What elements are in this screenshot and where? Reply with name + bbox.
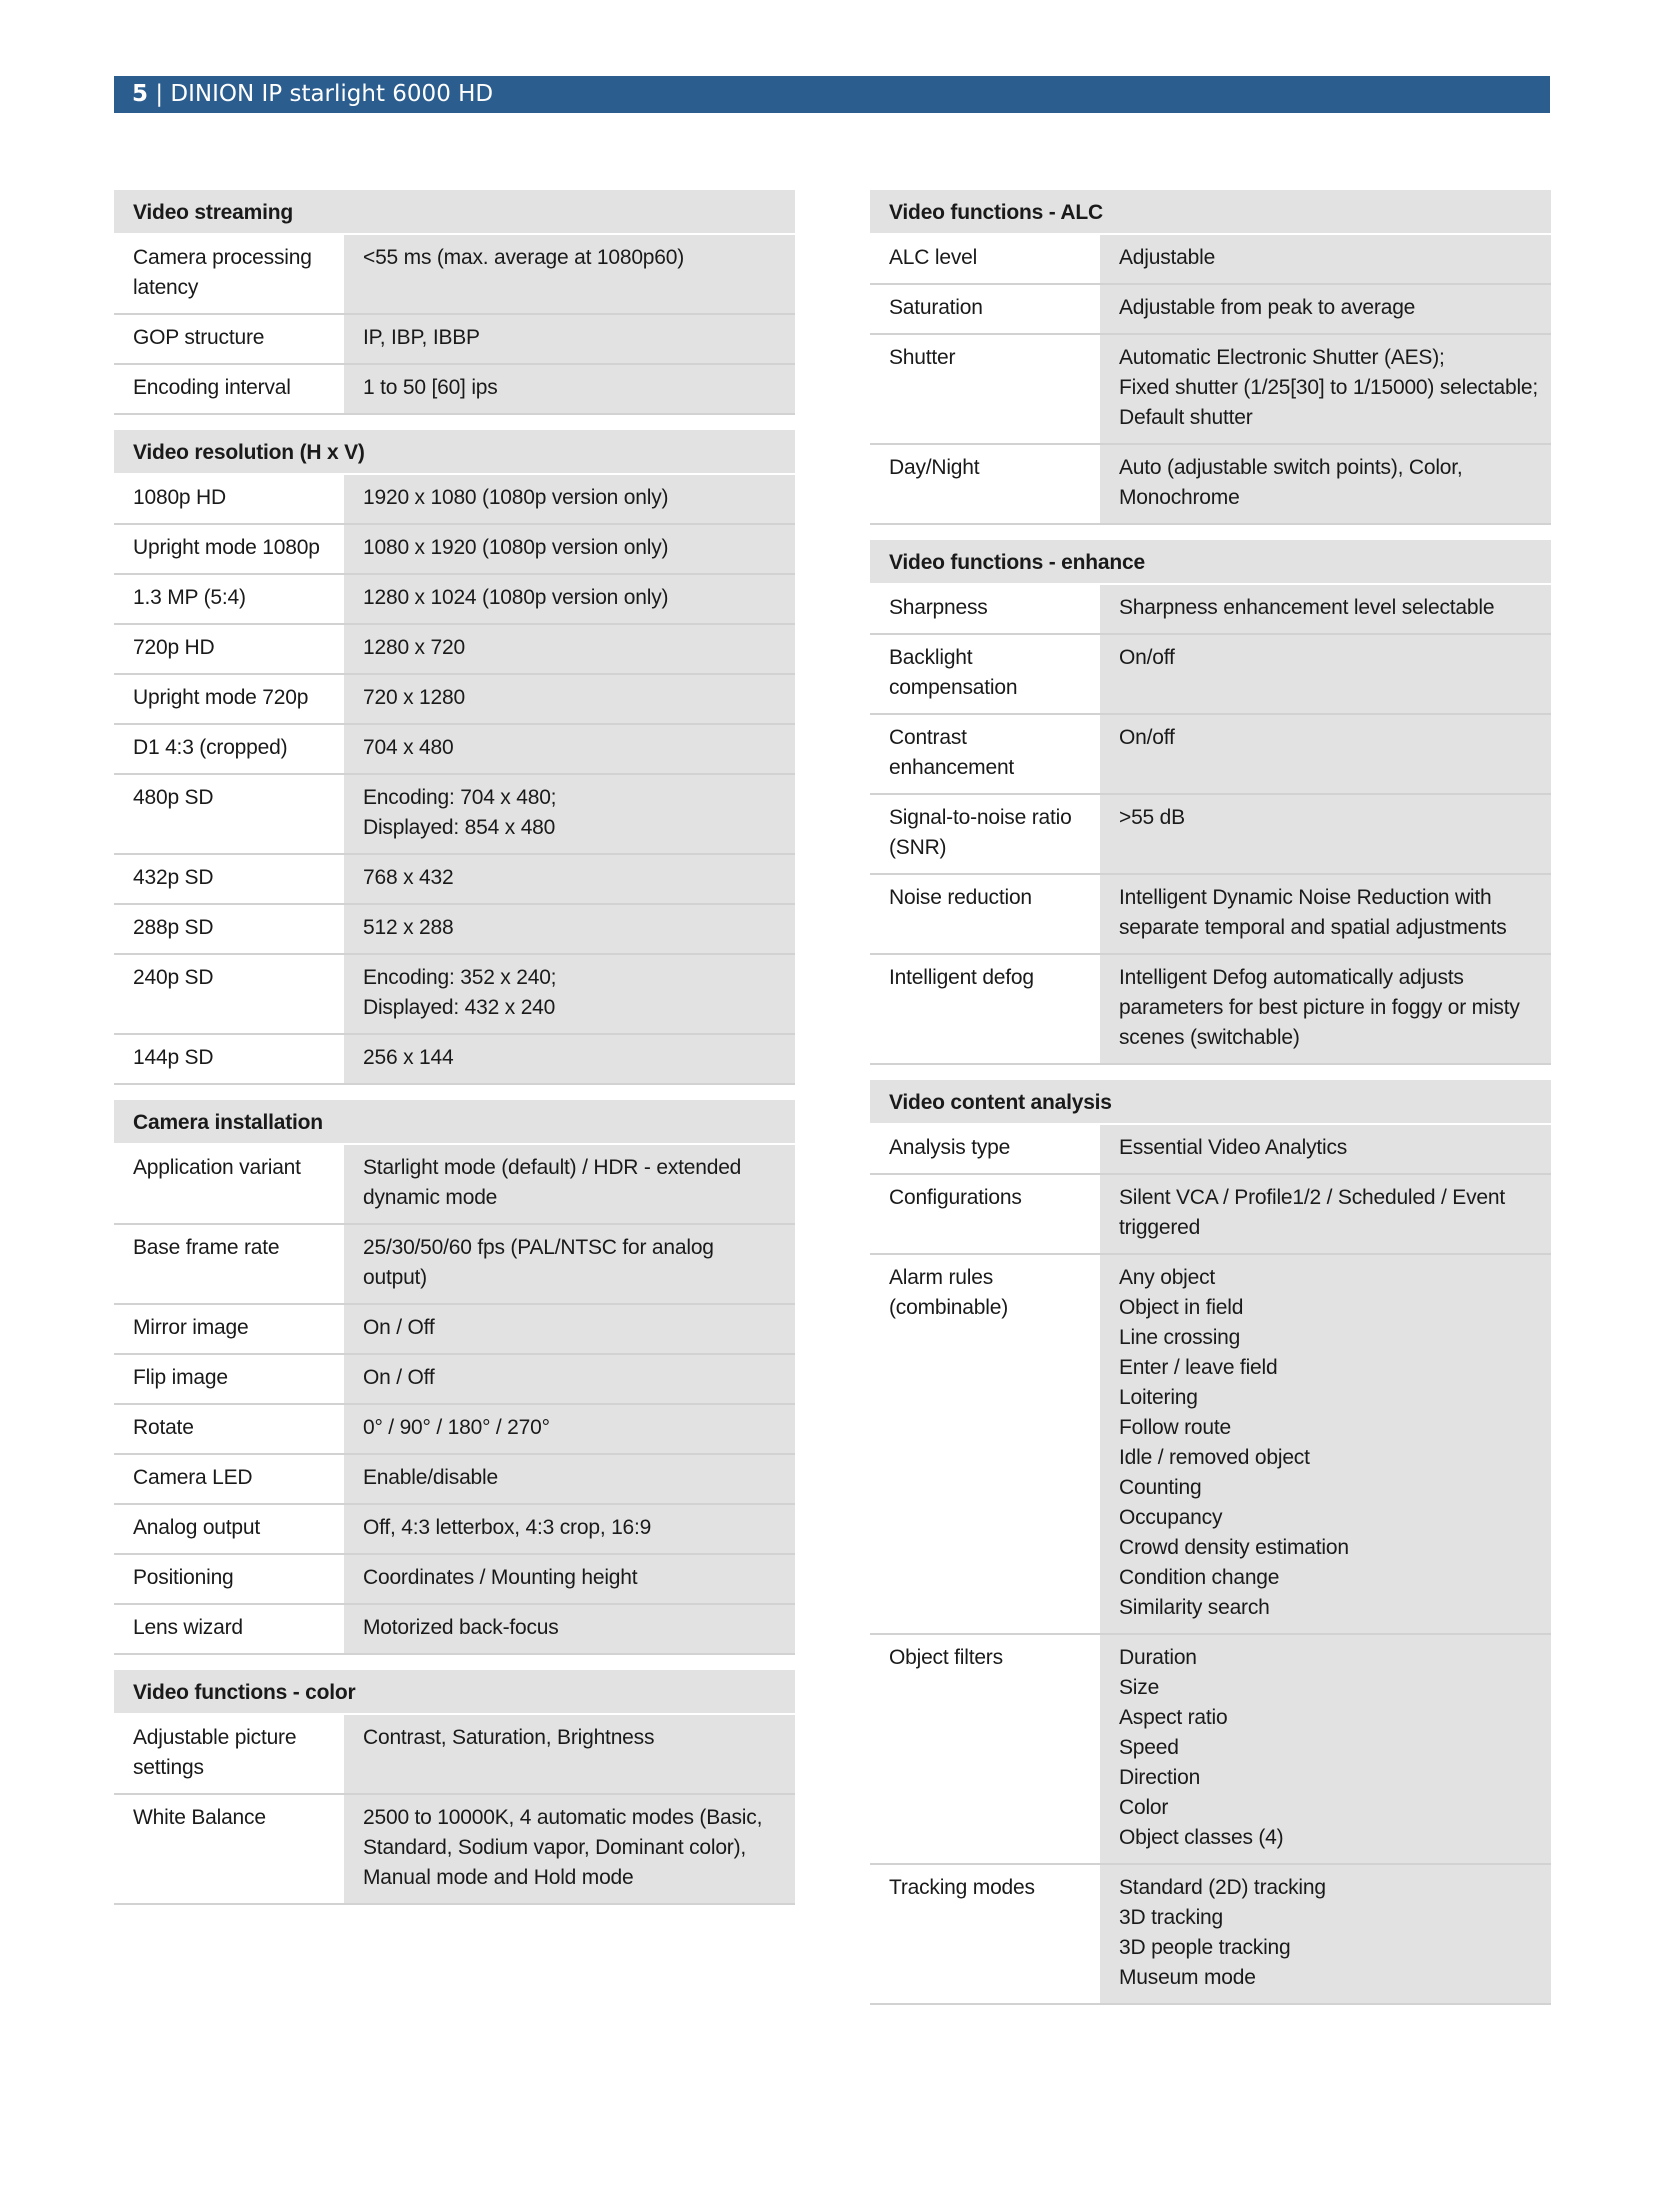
spec-label: 480p SD (114, 775, 344, 853)
section-title: Video functions - color (114, 1670, 795, 1715)
spec-row (114, 1225, 795, 1305)
spec-label: Analog output (114, 1505, 344, 1553)
spec-row (870, 285, 1551, 335)
spec-row (114, 855, 795, 905)
spec-label: 1080p HD (114, 475, 344, 523)
spec-label: Mirror image (114, 1305, 344, 1353)
spec-row (870, 955, 1551, 1065)
spec-label: Contrast enhancement (870, 715, 1100, 793)
spec-value: On / Off (344, 1305, 795, 1353)
spec-section (870, 1080, 1551, 2005)
document-title: DINION IP starlight 6000 HD (170, 81, 494, 107)
spec-row (114, 525, 795, 575)
spec-label: White Balance (114, 1795, 344, 1903)
spec-row (870, 1635, 1551, 1865)
spec-row (114, 575, 795, 625)
spec-value: Silent VCA / Profile1/2 / Scheduled / Event triggered (1100, 1175, 1551, 1253)
spec-value: Adjustable from peak to average (1100, 285, 1551, 333)
left-column (114, 190, 795, 1920)
spec-value: Enable/disable (344, 1455, 795, 1503)
spec-label: 240p SD (114, 955, 344, 1033)
spec-label: Encoding interval (114, 365, 344, 413)
spec-value: Intelligent Dynamic Noise Reduction with separate temporal and spatial adjustments (1100, 875, 1551, 953)
spec-row (870, 1865, 1551, 2005)
spec-value: Auto (adjustable switch points), Color, Monochrome (1100, 445, 1551, 523)
spec-row (870, 1175, 1551, 1255)
spec-row (870, 335, 1551, 445)
spec-row (114, 1405, 795, 1455)
spec-row (114, 675, 795, 725)
spec-label: Noise reduction (870, 875, 1100, 953)
page-header-bar (114, 76, 1550, 113)
spec-value: 512 x 288 (344, 905, 795, 953)
spec-label: 720p HD (114, 625, 344, 673)
spec-section (114, 430, 795, 1085)
spec-value: Duration Size Aspect ratio Speed Direction Color Object classes (4) (1100, 1635, 1551, 1863)
spec-row (114, 1455, 795, 1505)
spec-label: Upright mode 720p (114, 675, 344, 723)
spec-label: Upright mode 1080p (114, 525, 344, 573)
section-title: Video streaming (114, 190, 795, 235)
spec-label: Adjustable picture settings (114, 1715, 344, 1793)
spec-row (870, 635, 1551, 715)
spec-section (114, 190, 795, 415)
spec-value: Essential Video Analytics (1100, 1125, 1551, 1173)
spec-label: Alarm rules (combinable) (870, 1255, 1100, 1633)
spec-value: Any object Object in field Line crossing Enter / leave field Loitering Follow route Idle / removed object Counting Occupancy Crowd density estimation Condition change Similarity search (1100, 1255, 1551, 1633)
section-title: Video resolution (H x V) (114, 430, 795, 475)
section-title: Camera installation (114, 1100, 795, 1145)
spec-row (114, 315, 795, 365)
spec-value: Off, 4:3 letterbox, 4:3 crop, 16:9 (344, 1505, 795, 1553)
spec-label: GOP structure (114, 315, 344, 363)
spec-value: Coordinates / Mounting height (344, 1555, 795, 1603)
spec-row (870, 715, 1551, 795)
spec-row (870, 1255, 1551, 1635)
spec-value: Contrast, Saturation, Brightness (344, 1715, 795, 1793)
spec-row (870, 445, 1551, 525)
spec-value: 1280 x 720 (344, 625, 795, 673)
spec-section (870, 190, 1551, 525)
spec-value: On / Off (344, 1355, 795, 1403)
spec-row (114, 625, 795, 675)
spec-row (870, 1125, 1551, 1175)
spec-row (114, 905, 795, 955)
spec-row (114, 1305, 795, 1355)
spec-label: 1.3 MP (5:4) (114, 575, 344, 623)
spec-value: Automatic Electronic Shutter (AES); Fixed shutter (1/25[30] to 1/15000) selectable; Default shutter (1100, 335, 1551, 443)
spec-label: 432p SD (114, 855, 344, 903)
spec-section (870, 540, 1551, 1065)
spec-value: 0° / 90° / 180° / 270° (344, 1405, 795, 1453)
spec-label: Rotate (114, 1405, 344, 1453)
spec-value: Encoding: 352 x 240; Displayed: 432 x 240 (344, 955, 795, 1033)
section-title: Video functions - ALC (870, 190, 1551, 235)
section-title: Video functions - enhance (870, 540, 1551, 585)
spec-label: Intelligent defog (870, 955, 1100, 1063)
spec-label: Sharpness (870, 585, 1100, 633)
spec-label: Tracking modes (870, 1865, 1100, 2003)
spec-label: 144p SD (114, 1035, 344, 1083)
spec-section (114, 1100, 795, 1655)
spec-row (114, 1505, 795, 1555)
spec-value: Adjustable (1100, 235, 1551, 283)
spec-value: Motorized back-focus (344, 1605, 795, 1653)
spec-row (114, 1145, 795, 1225)
spec-label: Day/Night (870, 445, 1100, 523)
spec-row (114, 1035, 795, 1085)
spec-row (114, 235, 795, 315)
spec-row (114, 1605, 795, 1655)
spec-row (114, 955, 795, 1035)
spec-value: 2500 to 10000K, 4 automatic modes (Basic, Standard, Sodium vapor, Dominant color), Manual mode and Hold mode (344, 1795, 795, 1903)
spec-row (114, 365, 795, 415)
spec-row (870, 875, 1551, 955)
spec-row (114, 1355, 795, 1405)
spec-label: Configurations (870, 1175, 1100, 1253)
section-title: Video content analysis (870, 1080, 1551, 1125)
spec-label: Signal-to-noise ratio (SNR) (870, 795, 1100, 873)
spec-value: 704 x 480 (344, 725, 795, 773)
right-column (870, 190, 1551, 2020)
spec-label: Flip image (114, 1355, 344, 1403)
spec-value: IP, IBP, IBBP (344, 315, 795, 363)
spec-row (870, 235, 1551, 285)
spec-label: Camera processing latency (114, 235, 344, 313)
spec-label: Analysis type (870, 1125, 1100, 1173)
spec-label: Application variant (114, 1145, 344, 1223)
spec-label: Base frame rate (114, 1225, 344, 1303)
spec-value: <55 ms (max. average at 1080p60) (344, 235, 795, 313)
spec-value: Sharpness enhancement level selectable (1100, 585, 1551, 633)
spec-value: Intelligent Defog automatically adjusts parameters for best picture in foggy or misty scenes (switchable) (1100, 955, 1551, 1063)
spec-row (114, 1555, 795, 1605)
spec-label: Backlight compensation (870, 635, 1100, 713)
spec-row (114, 475, 795, 525)
spec-value: On/off (1100, 715, 1551, 793)
spec-row (870, 585, 1551, 635)
spec-row (870, 795, 1551, 875)
spec-section (114, 1670, 795, 1905)
spec-label: Saturation (870, 285, 1100, 333)
spec-row (114, 725, 795, 775)
spec-value: 1080 x 1920 (1080p version only) (344, 525, 795, 573)
spec-label: 288p SD (114, 905, 344, 953)
header-separator: | (148, 81, 171, 107)
spec-label: D1 4:3 (cropped) (114, 725, 344, 773)
spec-row (114, 1715, 795, 1795)
spec-value: Starlight mode (default) / HDR - extended dynamic mode (344, 1145, 795, 1223)
spec-value: On/off (1100, 635, 1551, 713)
spec-value: 1920 x 1080 (1080p version only) (344, 475, 795, 523)
spec-row (114, 1795, 795, 1905)
spec-value: 25/30/50/60 fps (PAL/NTSC for analog output) (344, 1225, 795, 1303)
spec-row (114, 775, 795, 855)
spec-label: Object filters (870, 1635, 1100, 1863)
spec-value: 720 x 1280 (344, 675, 795, 723)
spec-label: Positioning (114, 1555, 344, 1603)
spec-label: Shutter (870, 335, 1100, 443)
spec-label: Camera LED (114, 1455, 344, 1503)
spec-value: >55 dB (1100, 795, 1551, 873)
spec-value: 1280 x 1024 (1080p version only) (344, 575, 795, 623)
spec-value: Encoding: 704 x 480; Displayed: 854 x 480 (344, 775, 795, 853)
spec-label: Lens wizard (114, 1605, 344, 1653)
spec-value: 256 x 144 (344, 1035, 795, 1083)
spec-label: ALC level (870, 235, 1100, 283)
page-number: 5 (132, 81, 149, 107)
spec-value: 1 to 50 [60] ips (344, 365, 795, 413)
spec-value: 768 x 432 (344, 855, 795, 903)
spec-value: Standard (2D) tracking 3D tracking 3D people tracking Museum mode (1100, 1865, 1551, 2003)
